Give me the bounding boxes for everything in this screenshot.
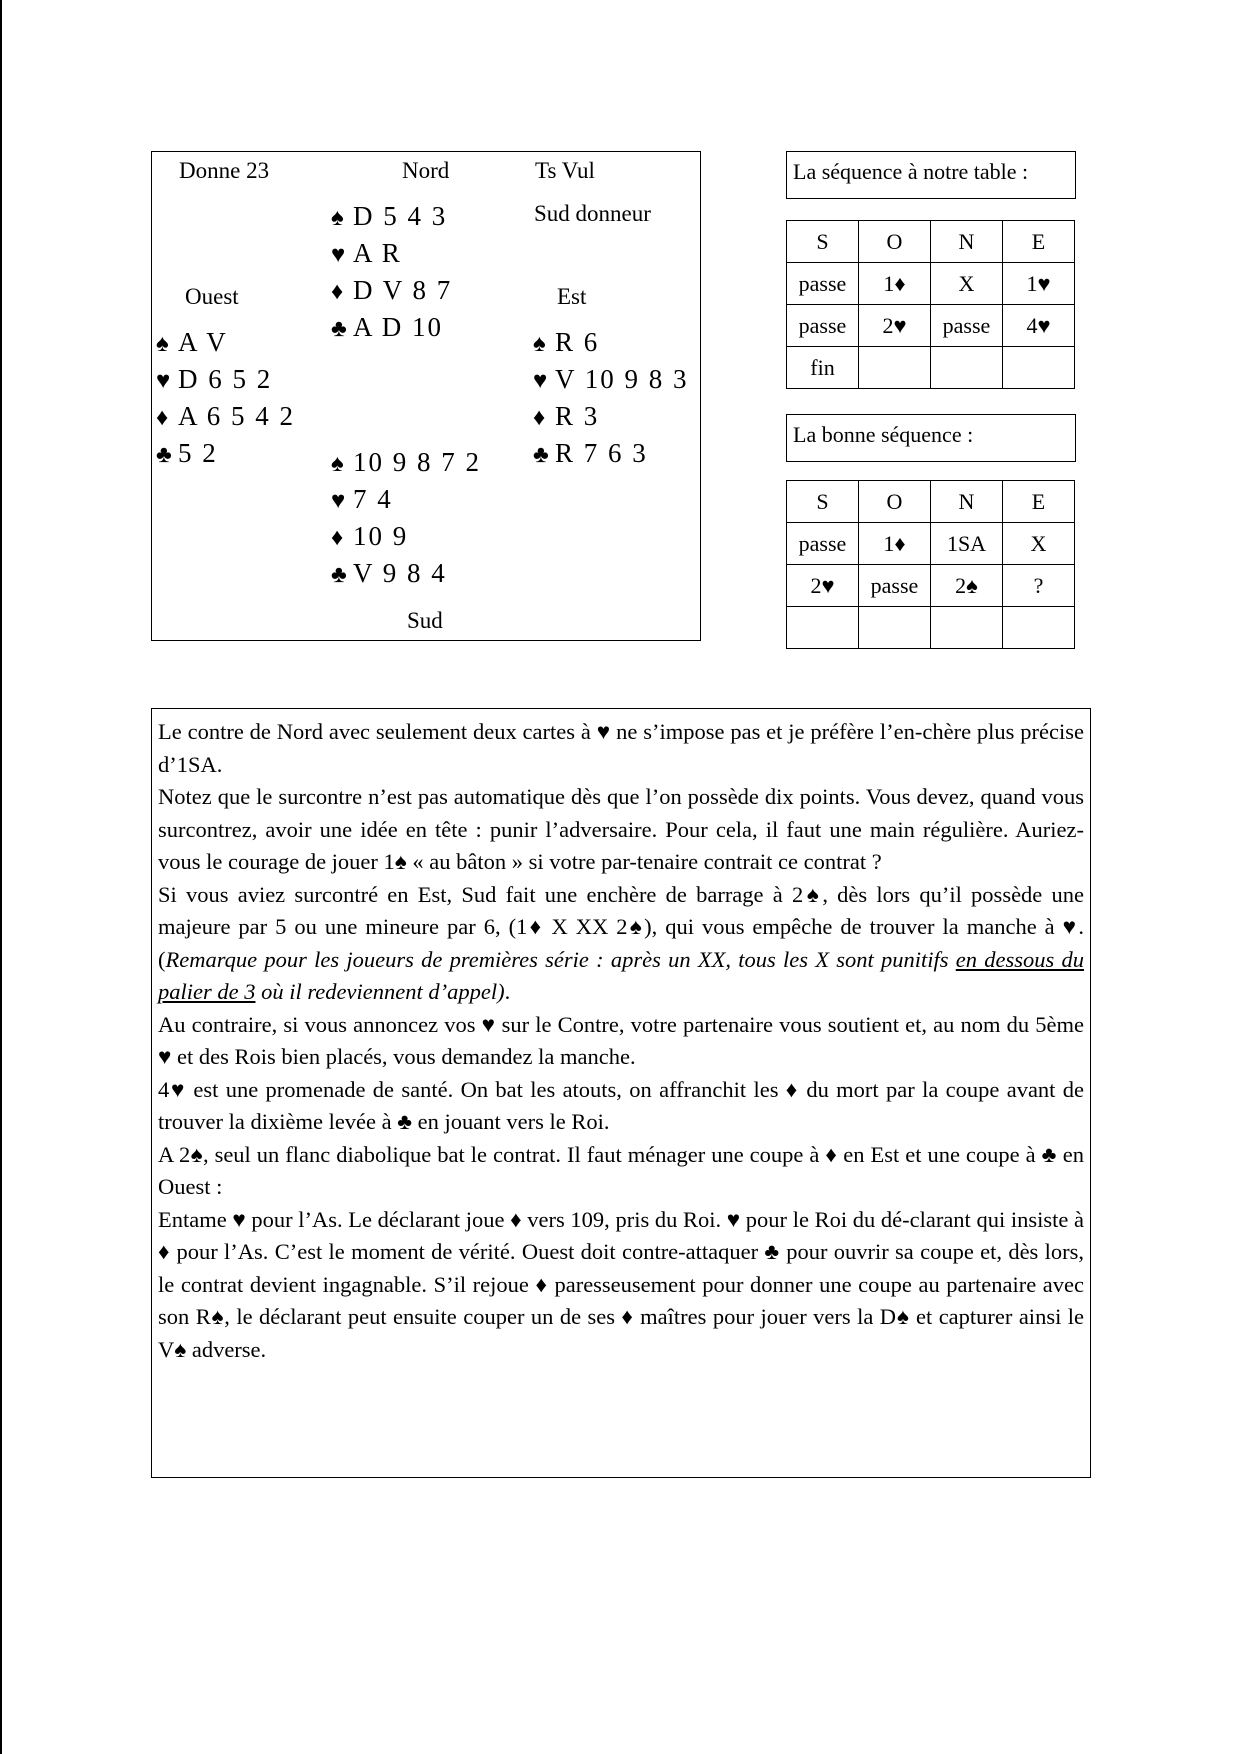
paragraph: Entame ♥ pour l’As. Le déclarant joue ♦ vers 109, pris du Roi. ♥ pour le Roi du dé-clarant qui insiste à ♦ pour l’As. C’est le moment de vérité. Ouest doit contre-attaquer ♣ pour ouvrir sa coupe et, dès lors, le contrat devient ingagnable. S’il rejoue ♦ paresseusement pour donner une coupe au partenaire avec son R♠, le déclarant peut ensuite couper un de ses ♦ maîtres pour jouer vers la D♠ et capturer ainsi le V♠ adverse. [158,1206,1084,1362]
paragraph: Notez que le surcontre n’est pas automatique dès que l’on possède dix points. Vous devez, quand vous surcontrez, avoir une idée en tête : punir l’adversaire. Pour cela, il faut une main régulière. Auriez-vous le courage de jouer 1♠ « au bâton » si votre par-tenaire contrait ce contrat ? [158,784,1084,874]
bid-cell: 1♦ [859,263,931,305]
table-row [787,481,1075,523]
diamond-icon: ♦ [331,279,344,305]
north-hearts: ♥ A R [331,236,452,273]
page-left-border [0,0,2,1754]
diamond-icon: ♦ [331,525,344,551]
club-icon: ♣ [331,316,347,342]
diamond-icon: ♦ [156,405,169,431]
paragraph: A 2♠, seul un flanc diabolique bat le contrat. Il faut ménager une coupe à ♦ en Est et une coupe à ♣ en Ouest : [158,1141,1084,1199]
table-row [787,305,1075,347]
spade-icon: ♠ [533,331,546,357]
header-north: N [931,481,1003,523]
club-icon: ♣ [331,562,347,588]
bid-cell: 2♥ [859,305,931,347]
heart-icon: ♥ [156,368,171,394]
header-west: O [859,481,931,523]
remark-note: Remarque pour les joueurs de premières série : après un XX, tous les X sont punitifs en dessous du palier de 3 où il redeviennent d’appel) [158,946,1084,1004]
west-diamonds: ♦ A 6 5 4 2 [156,399,295,436]
north-hand [331,199,452,347]
spade-icon: ♠ [156,331,169,357]
heart-icon: ♥ [331,242,346,268]
east-label: Est [557,284,587,309]
bid-cell: 1♦ [859,523,931,565]
west-hand [156,325,295,473]
bid-cell [931,607,1003,649]
header-east: E [1003,481,1075,523]
heart-icon: ♥ [331,488,346,514]
west-clubs: ♣ 5 2 [156,436,295,473]
paragraph: Au contraire, si vous annoncez vos ♥ sur le Contre, votre partenaire vous soutient et, au nom du 5ème ♥ et des Rois bien placés, vous demandez la manche. [158,1011,1084,1069]
bid-cell: X [1003,523,1075,565]
bid-cell: passe [931,305,1003,347]
heart-icon: ♥ [533,368,548,394]
bid-cell [787,607,859,649]
good-sequence-title: La bonne séquence : [786,414,1076,462]
north-label: Nord [402,158,450,183]
bid-cell: 1♥ [1003,263,1075,305]
north-diamonds: ♦ D V 8 7 [331,273,452,310]
club-icon: ♣ [156,442,172,468]
south-label: Sud [407,608,443,633]
east-hand [533,325,689,473]
header-south: S [787,481,859,523]
table-row [787,523,1075,565]
east-spades: ♠ R 6 [533,325,689,362]
west-hearts: ♥ D 6 5 2 [156,362,295,399]
table-row [787,565,1075,607]
bid-cell [859,347,931,389]
bid-cell [859,607,931,649]
good-sequence-grid [786,480,1075,649]
bid-cell [1003,607,1075,649]
west-spades: ♠ A V [156,325,295,362]
east-diamonds: ♦ R 3 [533,399,689,436]
bid-cell: 2♥ [787,565,859,607]
paragraph: Si vous aviez surcontré en Est, Sud fait une enchère de barrage à 2♠, dès lors qu’il possède une majeure par 5 ou une mineure par 6, (1♦ X XX 2♠), qui vous empêche de trouver la manche à ♥. (Remarque pour les joueurs de premières série : après un XX, tous les X sont punitifs en dessous du palier de 3 où il redeviennent d’appel). [158,881,1084,1004]
diamond-icon: ♦ [533,405,546,431]
bid-cell: 1SA [931,523,1003,565]
east-hearts: ♥ V 10 9 8 3 [533,362,689,399]
north-clubs: ♣ A D 10 [331,310,452,347]
paragraph: 4♥ est une promenade de santé. On bat les atouts, on affranchit les ♦ du mort par la coupe avant de trouver la dixième levée à ♣ en jouant vers le Roi. [158,1076,1084,1134]
bid-cell: passe [787,523,859,565]
vulnerability: Ts Vul [535,158,595,183]
south-clubs: ♣ V 9 8 4 [331,556,481,593]
table-row [787,347,1075,389]
bid-cell: ? [1003,565,1075,607]
south-hearts: ♥ 7 4 [331,482,481,519]
bid-cell: 4♥ [1003,305,1075,347]
bid-cell: passe [859,565,931,607]
board-number: Donne 23 [179,158,270,183]
header-north: N [931,221,1003,263]
club-icon: ♣ [533,442,549,468]
table-row [787,607,1075,649]
header-east: E [1003,221,1075,263]
bid-cell: passe [787,305,859,347]
bid-cell: X [931,263,1003,305]
header-south: S [787,221,859,263]
commentary-box [151,708,1091,1478]
east-clubs: ♣ R 7 6 3 [533,436,689,473]
bid-cell: 2♠ [931,565,1003,607]
paragraph: Le contre de Nord avec seulement deux cartes à ♥ ne s’impose pas et je préfère l’en-chère plus précise d’1SA. [158,719,1084,777]
bid-cell [1003,347,1075,389]
bid-cell: passe [787,263,859,305]
west-label: Ouest [185,284,239,309]
spade-icon: ♠ [331,451,344,477]
north-spades: ♠ D 5 4 3 [331,199,452,236]
bid-cell [931,347,1003,389]
south-hand [331,445,481,593]
spade-icon: ♠ [331,205,344,231]
header-west: O [859,221,931,263]
table-sequence-title: La séquence à notre table : [786,151,1076,199]
table-row [787,221,1075,263]
bid-cell: fin [787,347,859,389]
table-row [787,263,1075,305]
south-diamonds: ♦ 10 9 [331,519,481,556]
south-spades: ♠ 10 9 8 7 2 [331,445,481,482]
dealer: Sud donneur [534,201,651,226]
table-sequence-grid [786,220,1075,389]
